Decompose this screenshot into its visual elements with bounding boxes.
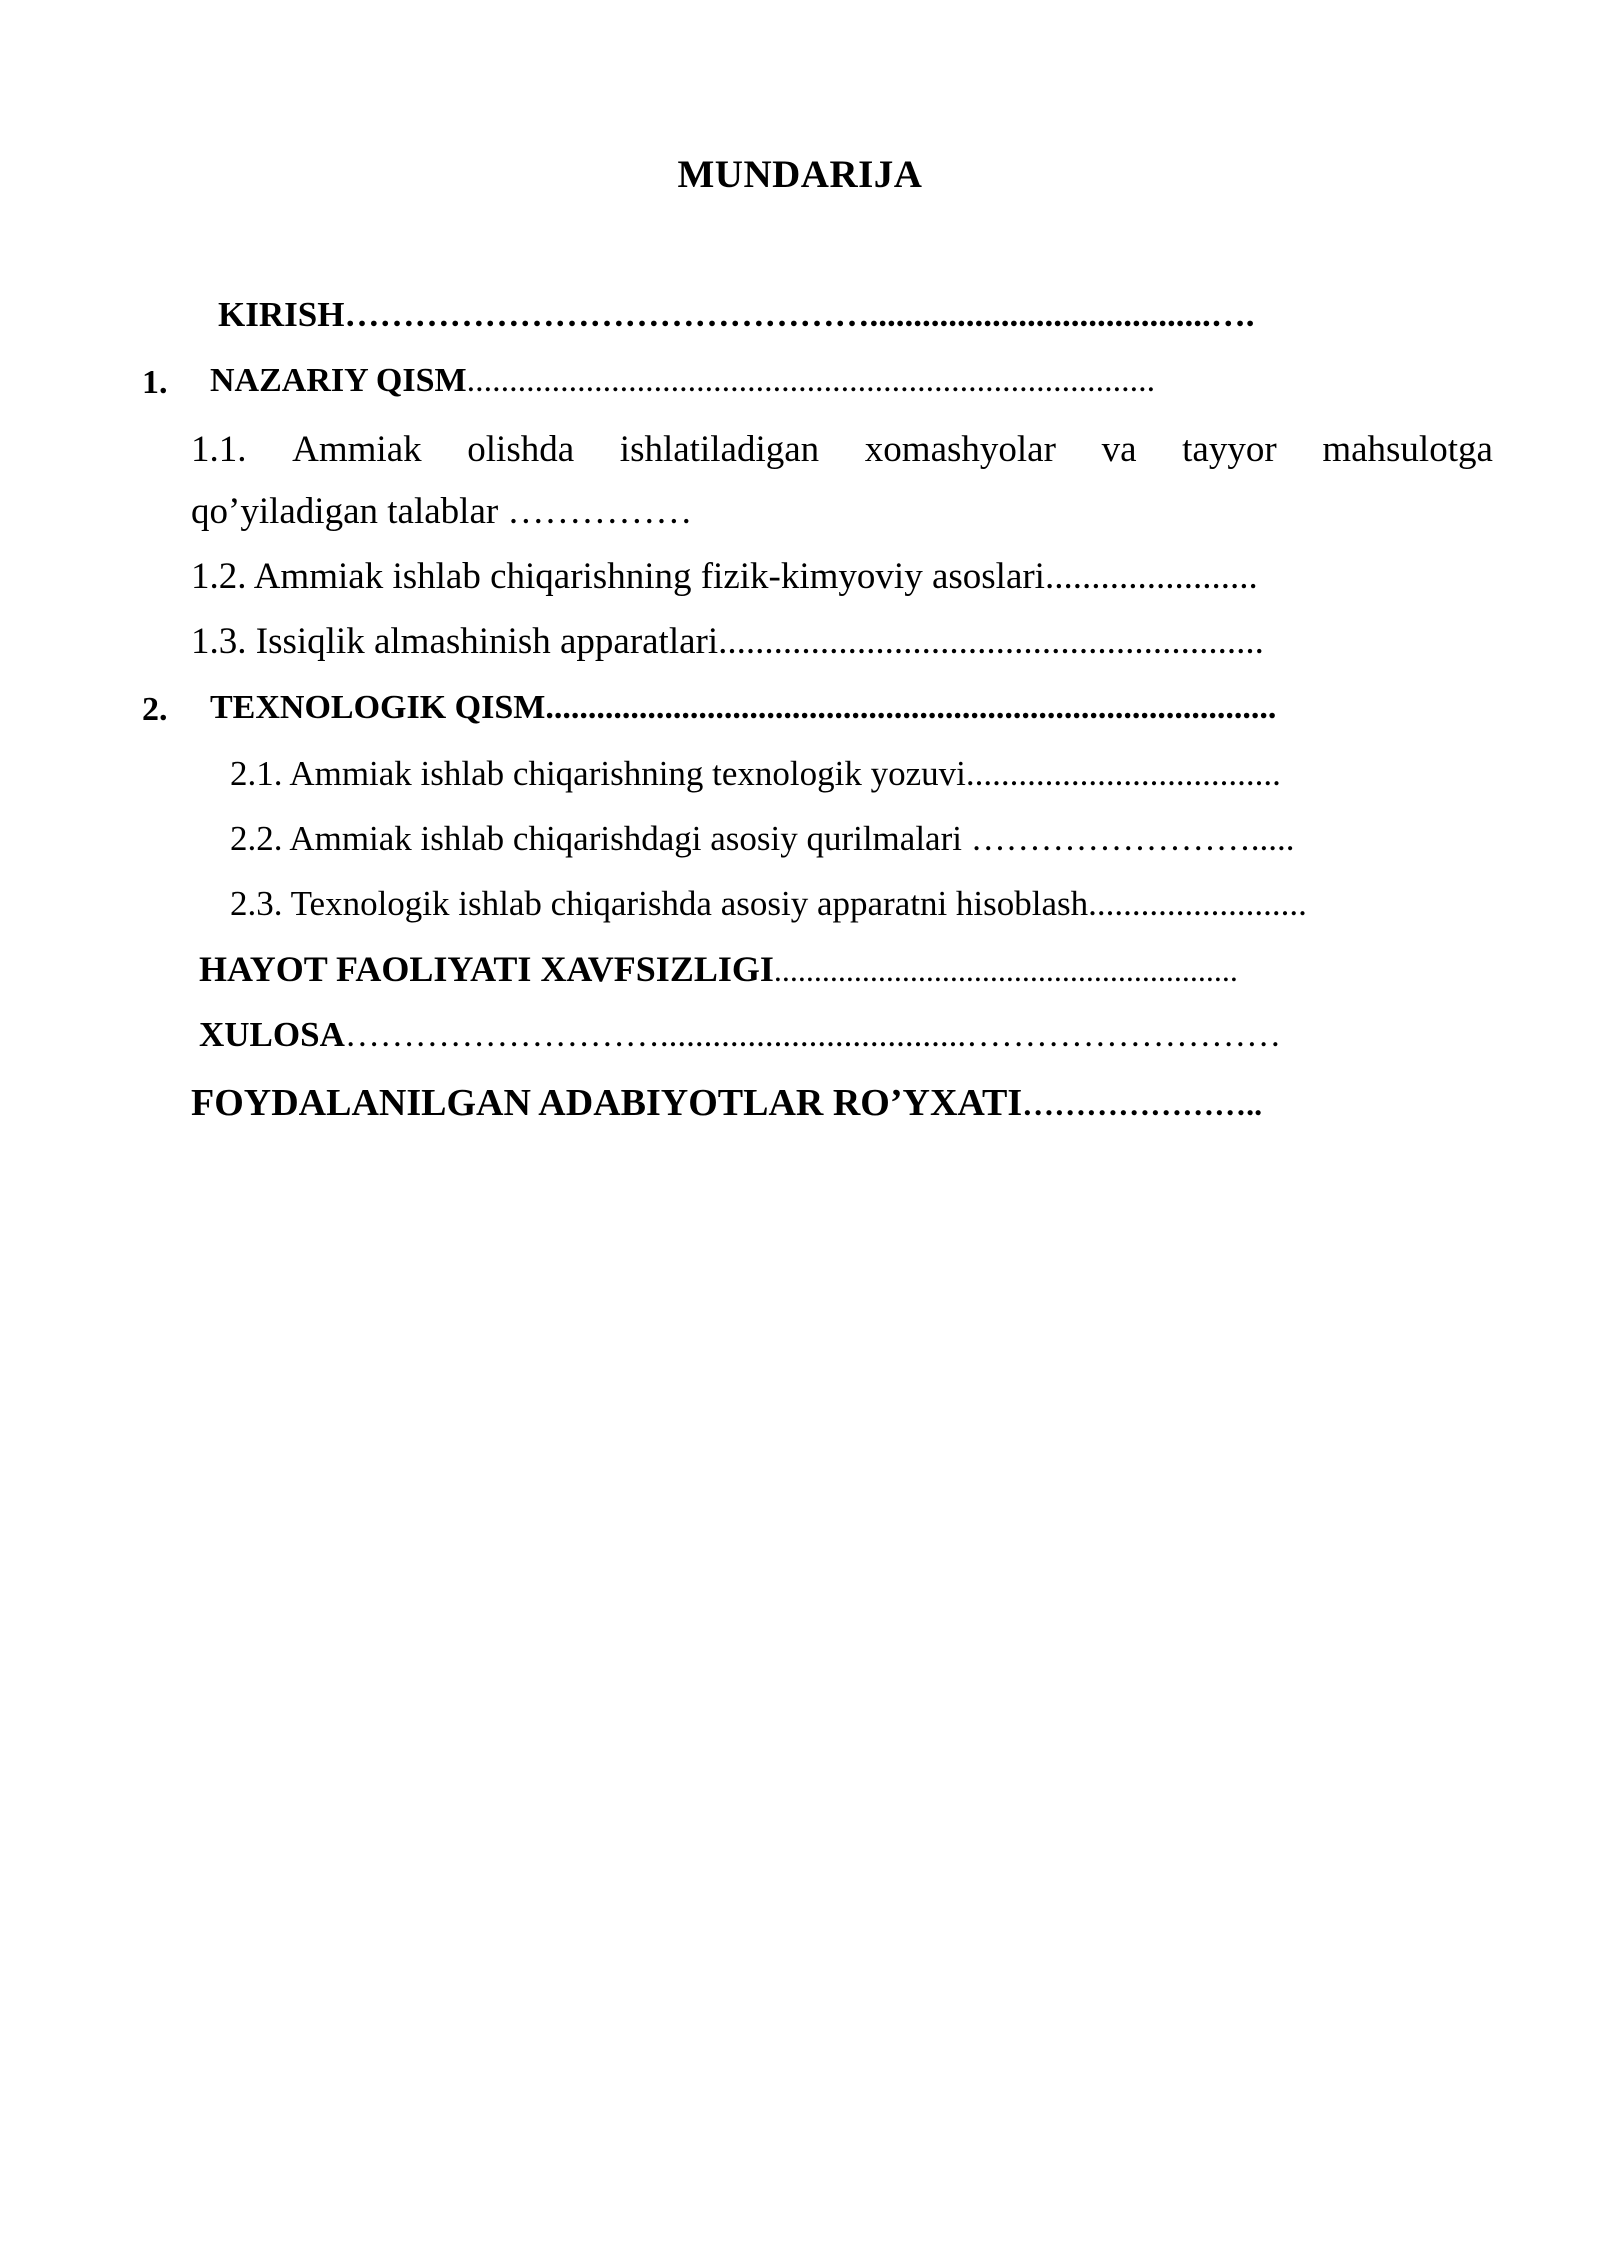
toc-entry-1-2: 1.2. Ammiak ishlab chiqarishning fizik-kimyoviy asoslari....................... — [191, 556, 1258, 597]
toc-word: Ammiak — [292, 429, 422, 470]
toc-word: mahsulotga — [1322, 429, 1493, 470]
toc-word: 1.1. — [191, 429, 247, 470]
toc-leader: .......................................................... — [773, 952, 1238, 988]
toc-entry-1-1-line2: qo’yiladigan talablar …………… — [191, 491, 693, 532]
toc-entry-hayot-faoliyati — [199, 951, 1238, 987]
toc-word: tayyor — [1182, 429, 1277, 470]
toc-leader: ………………….. — [1022, 1086, 1263, 1122]
toc-word: xomashyolar — [864, 429, 1056, 470]
toc-leader: ……………………………………….......................................…. — [344, 295, 1255, 334]
toc-label: TEXNOLOGIK QISM — [210, 689, 546, 726]
toc-label: KIRISH — [218, 295, 345, 334]
toc-entry-nazariy-qism — [210, 364, 1155, 398]
toc-entry-2-2: 2.2. Ammiak ishlab chiqarishdagi asosiy qurilmalari ……………………..... — [230, 819, 1295, 858]
toc-number: 1. — [142, 364, 168, 401]
toc-entry-2-3: 2.3. Texnologik ishlab chiqarishda asosiy apparatni hisoblash......................... — [230, 884, 1307, 923]
toc-number: 2. — [142, 691, 168, 728]
toc-leader: ................................................................................. — [466, 362, 1156, 399]
toc-leader: ...................................................................................... — [545, 689, 1277, 726]
toc-label: FOYDALANILGAN ADABIYOTLAR RO’YXATI — [191, 1082, 1023, 1124]
toc-entry-1-3: 1.3. Issiqlik almashinish apparatlari........................................................... — [191, 621, 1264, 662]
toc-word: olishda — [467, 429, 575, 470]
toc-leader: ………………………...................................……………………… — [344, 1015, 1282, 1054]
toc-entry-xulosa — [199, 1017, 1281, 1052]
toc-entry-kirish — [218, 297, 1254, 332]
toc-entry-1-1-line1 — [191, 428, 1493, 471]
toc-entry-texnologik-qism — [210, 691, 1276, 725]
toc-entry-foydalanilgan-adabiyotlar — [191, 1084, 1262, 1122]
toc-label: HAYOT FAOLIYATI XAVFSIZLIGI — [199, 949, 774, 989]
page-title: MUNDARIJA — [677, 153, 923, 196]
toc-label: NAZARIY QISM — [210, 362, 467, 399]
toc-label: XULOSA — [199, 1015, 345, 1054]
toc-word: ishlatiladigan — [619, 429, 820, 470]
toc-word: va — [1101, 429, 1137, 470]
toc-entry-2-1: 2.1. Ammiak ishlab chiqarishning texnologik yozuvi.................................... — [230, 754, 1281, 793]
